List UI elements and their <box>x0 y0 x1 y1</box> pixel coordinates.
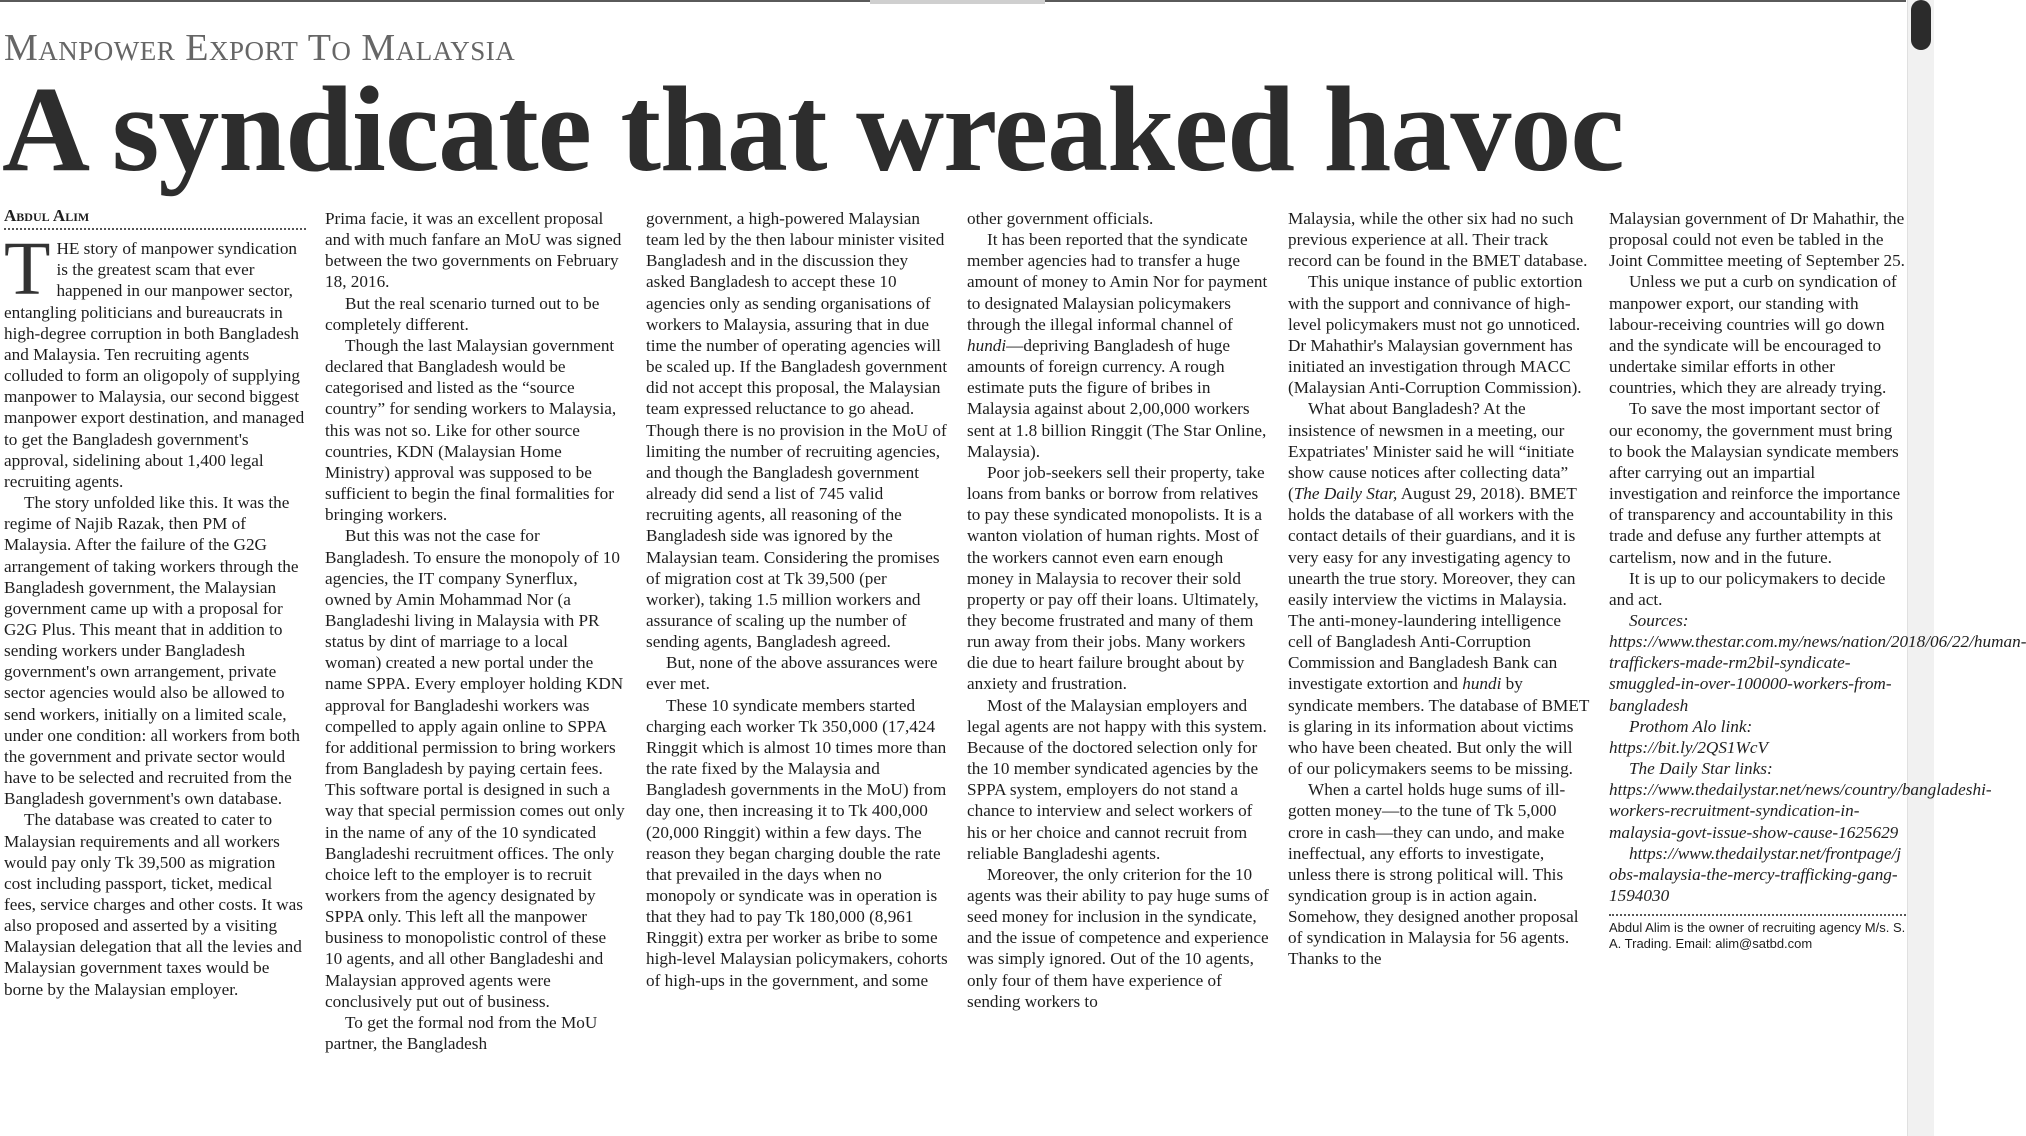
source-link[interactable] <box>1609 631 2026 716</box>
source-link[interactable] <box>1609 779 1992 842</box>
paragraph: Most of the Malaysian employers and legal agents are not happy with this system. Because of the doctored selection only for the 10 member syndicated agencies by the SPPA system, employers do not stand a chance to interview and select workers of his or her choice and cannot recruit from reliable Bangladeshi agents. <box>967 695 1267 863</box>
paragraph: Though the last Malaysian government declared that Bangladesh would be categorised and listed as the “source country” for sending workers to Malaysia, this was not so. Like for other source countries, KDN (Malaysian Home Ministry) approval was supposed to be sufficient to begin the final formalities for bringing workers. <box>325 335 617 525</box>
byline: Abdul Alim <box>4 206 90 225</box>
paragraph: The database was created to cater to Malaysian requirements and all workers would pay only Tk 39,500 as migration cost including passport, ticket, medical fees, service charges and other costs. It was also proposed and asserted by a visiting Malaysian delegation that all the levies and Malaysian government taxes would be borne by the Malaysian employer. <box>4 810 303 999</box>
article-column-1 <box>4 207 306 1000</box>
paragraph: But, none of the above assurances were ever met. <box>646 653 938 694</box>
paragraph: The story unfolded like this. It was the regime of Najib Razak, then PM of Malaysia. After the failure of the G2G arrangement of taking workers through the Bangladesh government, the Malaysian government came up with a proposal for G2G Plus. This meant that in addition to sending workers under Bangladesh government's own arrangement, private sector agencies would also be allowed to send workers, initially on a limited scale, under one condition: all workers from both the government and private sector would have to be selected and recruited from the Bangladesh government's own database. <box>4 493 300 809</box>
paragraph: Unless we put a curb on syndication of manpower export, our standing with labour-receiving countries will go down and the syndicate will be encouraged to undertake similar efforts in other countries, which they are already trying. <box>1609 272 1897 398</box>
paragraph: Malaysian government of Dr Mahathir, the proposal could not even be tabled in the Joint Committee meeting of September 25. <box>1609 209 1905 271</box>
paragraph: But this was not the case for Bangladesh. To ensure the monopoly of 10 agencies, the IT company Synerflux, owned by Amin Mohammad Nor (a Bangladeshi living in Malaysia with PR status by dint of marriage to a local woman) created a new portal under the name SPPA. Every employer holding KDN approval for Bangladeshi workers was compelled to apply again online to SPPA for additional permission to bring workers from Bangladesh by paying certain fees. This software portal is designed in such a way that special permission comes out only in the name of any of the 10 syndicated Bangladeshi recruitment offices. The only choice left to the employer is to recruit workers from the agency designated by SPPA only. This left all the manpower business to monopolistic control of these 10 agents, and all other Bangladeshi and Malaysian approved agents were conclusively put out of business. <box>325 526 625 1011</box>
paragraph-text: HE story of manpower syndication is the greatest scam that ever happened in our manpower sector, entangling politicians and bureaucrats in high-degree corruption in both Bangladesh and Malaysia. Ten recruiting agents colluded to form an oligopoly of supplying manpower to Malaysia, our second biggest manpower export destination, and managed to get the Bangladesh government's approval, sidelining about 1,400 legal recruiting agents. <box>4 239 305 491</box>
paragraph-text: August 29, 2018). BMET holds the database of all workers with the contact details of their guardians, and it is very easy for any investigating agency to unearth the true story. Moreover, they can easily interview the victims in Malaysia. The anti-money-laundering intelligence cell of Bangladesh Anti-Corruption Commission and Bangladesh Bank can investigate extortion and <box>1288 484 1577 694</box>
article-column-4 <box>967 208 1269 1012</box>
article-column-6 <box>1609 208 2026 952</box>
source-url[interactable]: https://www.thestar.com.my/news/nation/2018/06/22/human-traffickers-made-rm2bil-syndicate-smuggled-in-over-100000-workers-from-bangladesh <box>1609 632 2026 715</box>
paragraph: But the real scenario turned out to be completely different. <box>325 293 600 334</box>
paragraph: Malaysia, while the other six had no such previous experience at all. Their track record can be found in the BMET database. <box>1288 209 1588 271</box>
source-link[interactable] <box>1609 843 1906 906</box>
drop-cap: T <box>4 227 51 312</box>
source-url[interactable]: https://bit.ly/2QS1WcV <box>1609 737 1768 757</box>
article-column-3 <box>646 208 948 991</box>
scrollbar-thumb[interactable] <box>1911 0 1931 50</box>
italic-term: hundi <box>967 335 1007 355</box>
vertical-scrollbar[interactable] <box>1907 0 1934 1136</box>
paragraph <box>4 227 306 492</box>
paragraph: This unique instance of public extortion with the support and connivance of high-level policymakers must not go unnoticed. Dr Mahathir's Malaysian government has initiated an investigation through MACC (Malaysian Anti-Corruption Commission). <box>1288 272 1583 398</box>
paragraph: Poor job-seekers sell their property, take loans from banks or borrow from relatives to pay these syndicated monopolists. It is a wanton violation of human rights. Most of the workers cannot even earn enough money in Malaysia to recover their sold property or pay off their loans. Ultimately, they become frustrated and many of them run away from their jobs. Many workers die due to heart failure brought about by anxiety and frustration. <box>967 462 1265 694</box>
headline: A syndicate that wreaked havoc <box>2 62 1624 197</box>
paragraph: other government officials. <box>967 209 1154 228</box>
article-column-5 <box>1288 208 1590 970</box>
footer-divider <box>1609 914 1906 916</box>
source-url[interactable]: https://www.thedailystar.net/frontpage/jobs-malaysia-the-mercy-trafficking-gang-1594030 <box>1609 843 1902 905</box>
paragraph <box>1288 398 1590 779</box>
paragraph-text: What about Bangladesh? At the insistence of newsmen in a meeting, our Expatriates' Minister said he will “initiate show cause notices after collecting data” ( <box>1288 399 1575 504</box>
paragraph: To save the most important sector of our economy, the government must bring to book the Malaysian syndicate members after carrying out an impartial investigation and reinforce the importance of transparency and accountability in this trade and defuse any further attempts at cartelism, now and in the future. <box>1609 399 1901 567</box>
paragraph: To get the formal nod from the MoU partner, the Bangladesh <box>325 1012 598 1054</box>
paragraph <box>967 229 1269 462</box>
paragraph: These 10 syndicate members started charging each worker Tk 350,000 (17,424 Ringgit which is almost 10 times more than the rate fixed by the Malaysia and Bangladesh governments in the MoU) from day one, then increasing it to Tk 400,000 (20,000 Ringgit) within a few days. The reason they began charging double the rate that prevailed in the days when no monopoly or syndicate was in operation is that they had to pay Tk 180,000 (8,961 Ringgit) extra per worker as bribe to some high-level Malaysian policymakers, cohorts of high-ups in the government, and some <box>646 695 948 990</box>
top-rule-marker <box>870 0 1045 4</box>
source-label: The Daily Star links: <box>1629 759 1773 779</box>
paragraph: It is up to our policymakers to decide and act. <box>1609 568 1886 609</box>
kicker: Manpower Export To Malaysia <box>4 27 516 69</box>
paragraph: Prima facie, it was an excellent proposal and with much fanfare an MoU was signed between the two governments on February 18, 2016. <box>325 209 622 292</box>
paragraph: When a cartel holds huge sums of ill-gotten money—to the tune of Tk 5,000 crore in cash—they can undo, and make ineffectual, any efforts to investigate, unless there is strong political will. This syndication group is in action again. Somehow, they designed another proposal of syndication in Malaysia for 56 agents. Thanks to the <box>1288 780 1579 969</box>
paragraph-text: —depriving Bangladesh of huge amounts of foreign currency. A rough estimate puts the figure of bribes in Malaysia against about 2,00,000 workers sent at 1.8 billion Ringgit (The Star Online, Malaysia). <box>967 335 1267 461</box>
paragraph-text: It has been reported that the syndicate member agencies had to transfer a huge amount of money to Amin Nor for payment to designated Malaysian policymakers through the illegal informal channel of <box>967 230 1268 334</box>
paragraph-text: by syndicate members. The database of BMET is glaring in its information about victims who have been cheated. But only the will of our policymakers seems to be missing. <box>1288 674 1590 779</box>
paragraph: government, a high-powered Malaysian team led by the then labour minister visited Bangladesh and in the discussion they asked Bangladesh to accept these 10 agencies only as sending organisations of workers to Malaysia, assuring that in due time the number of operating agencies will be scaled up. If the Bangladesh government did not accept this proposal, the Malaysian team expressed reluctance to go ahead. Though there is no provision in the MoU of limiting the number of recruiting agencies, and though the Bangladesh government already did send a list of 745 valid recruiting agents, all reasoning of the Bangladesh side was ignored by the Malaysian team. Considering the promises of migration cost at Tk 39,500 (per worker), taking 1.5 million workers and assurance of scaling up the number of sending agents, Bangladesh agreed. <box>646 209 948 652</box>
source-label: Prothom Alo link: <box>1629 716 1753 736</box>
source-link[interactable] <box>1609 737 1906 758</box>
sources-label: Sources: <box>1629 610 1689 630</box>
source-citation: The Daily Star, <box>1293 484 1398 504</box>
source-url[interactable]: https://www.thedailystar.net/news/country/bangladeshi-workers-recruitment-syndication-in-malaysia-govt-issue-show-cause-1625629 <box>1609 780 1992 842</box>
paragraph: Moreover, the only criterion for the 10 agents was their ability to pay huge sums of seed money for inclusion in the syndicate, and the issue of competence and experience was simply ignored. Out of the 10 agents, only four of them have experience of sending workers to <box>967 864 1269 1011</box>
article-column-2 <box>325 208 627 1054</box>
author-note: Abdul Alim is the owner of recruiting agency M/s. S. A. Trading. Email: alim@satbd.com <box>1609 920 1906 952</box>
italic-term: hundi <box>1462 674 1502 694</box>
